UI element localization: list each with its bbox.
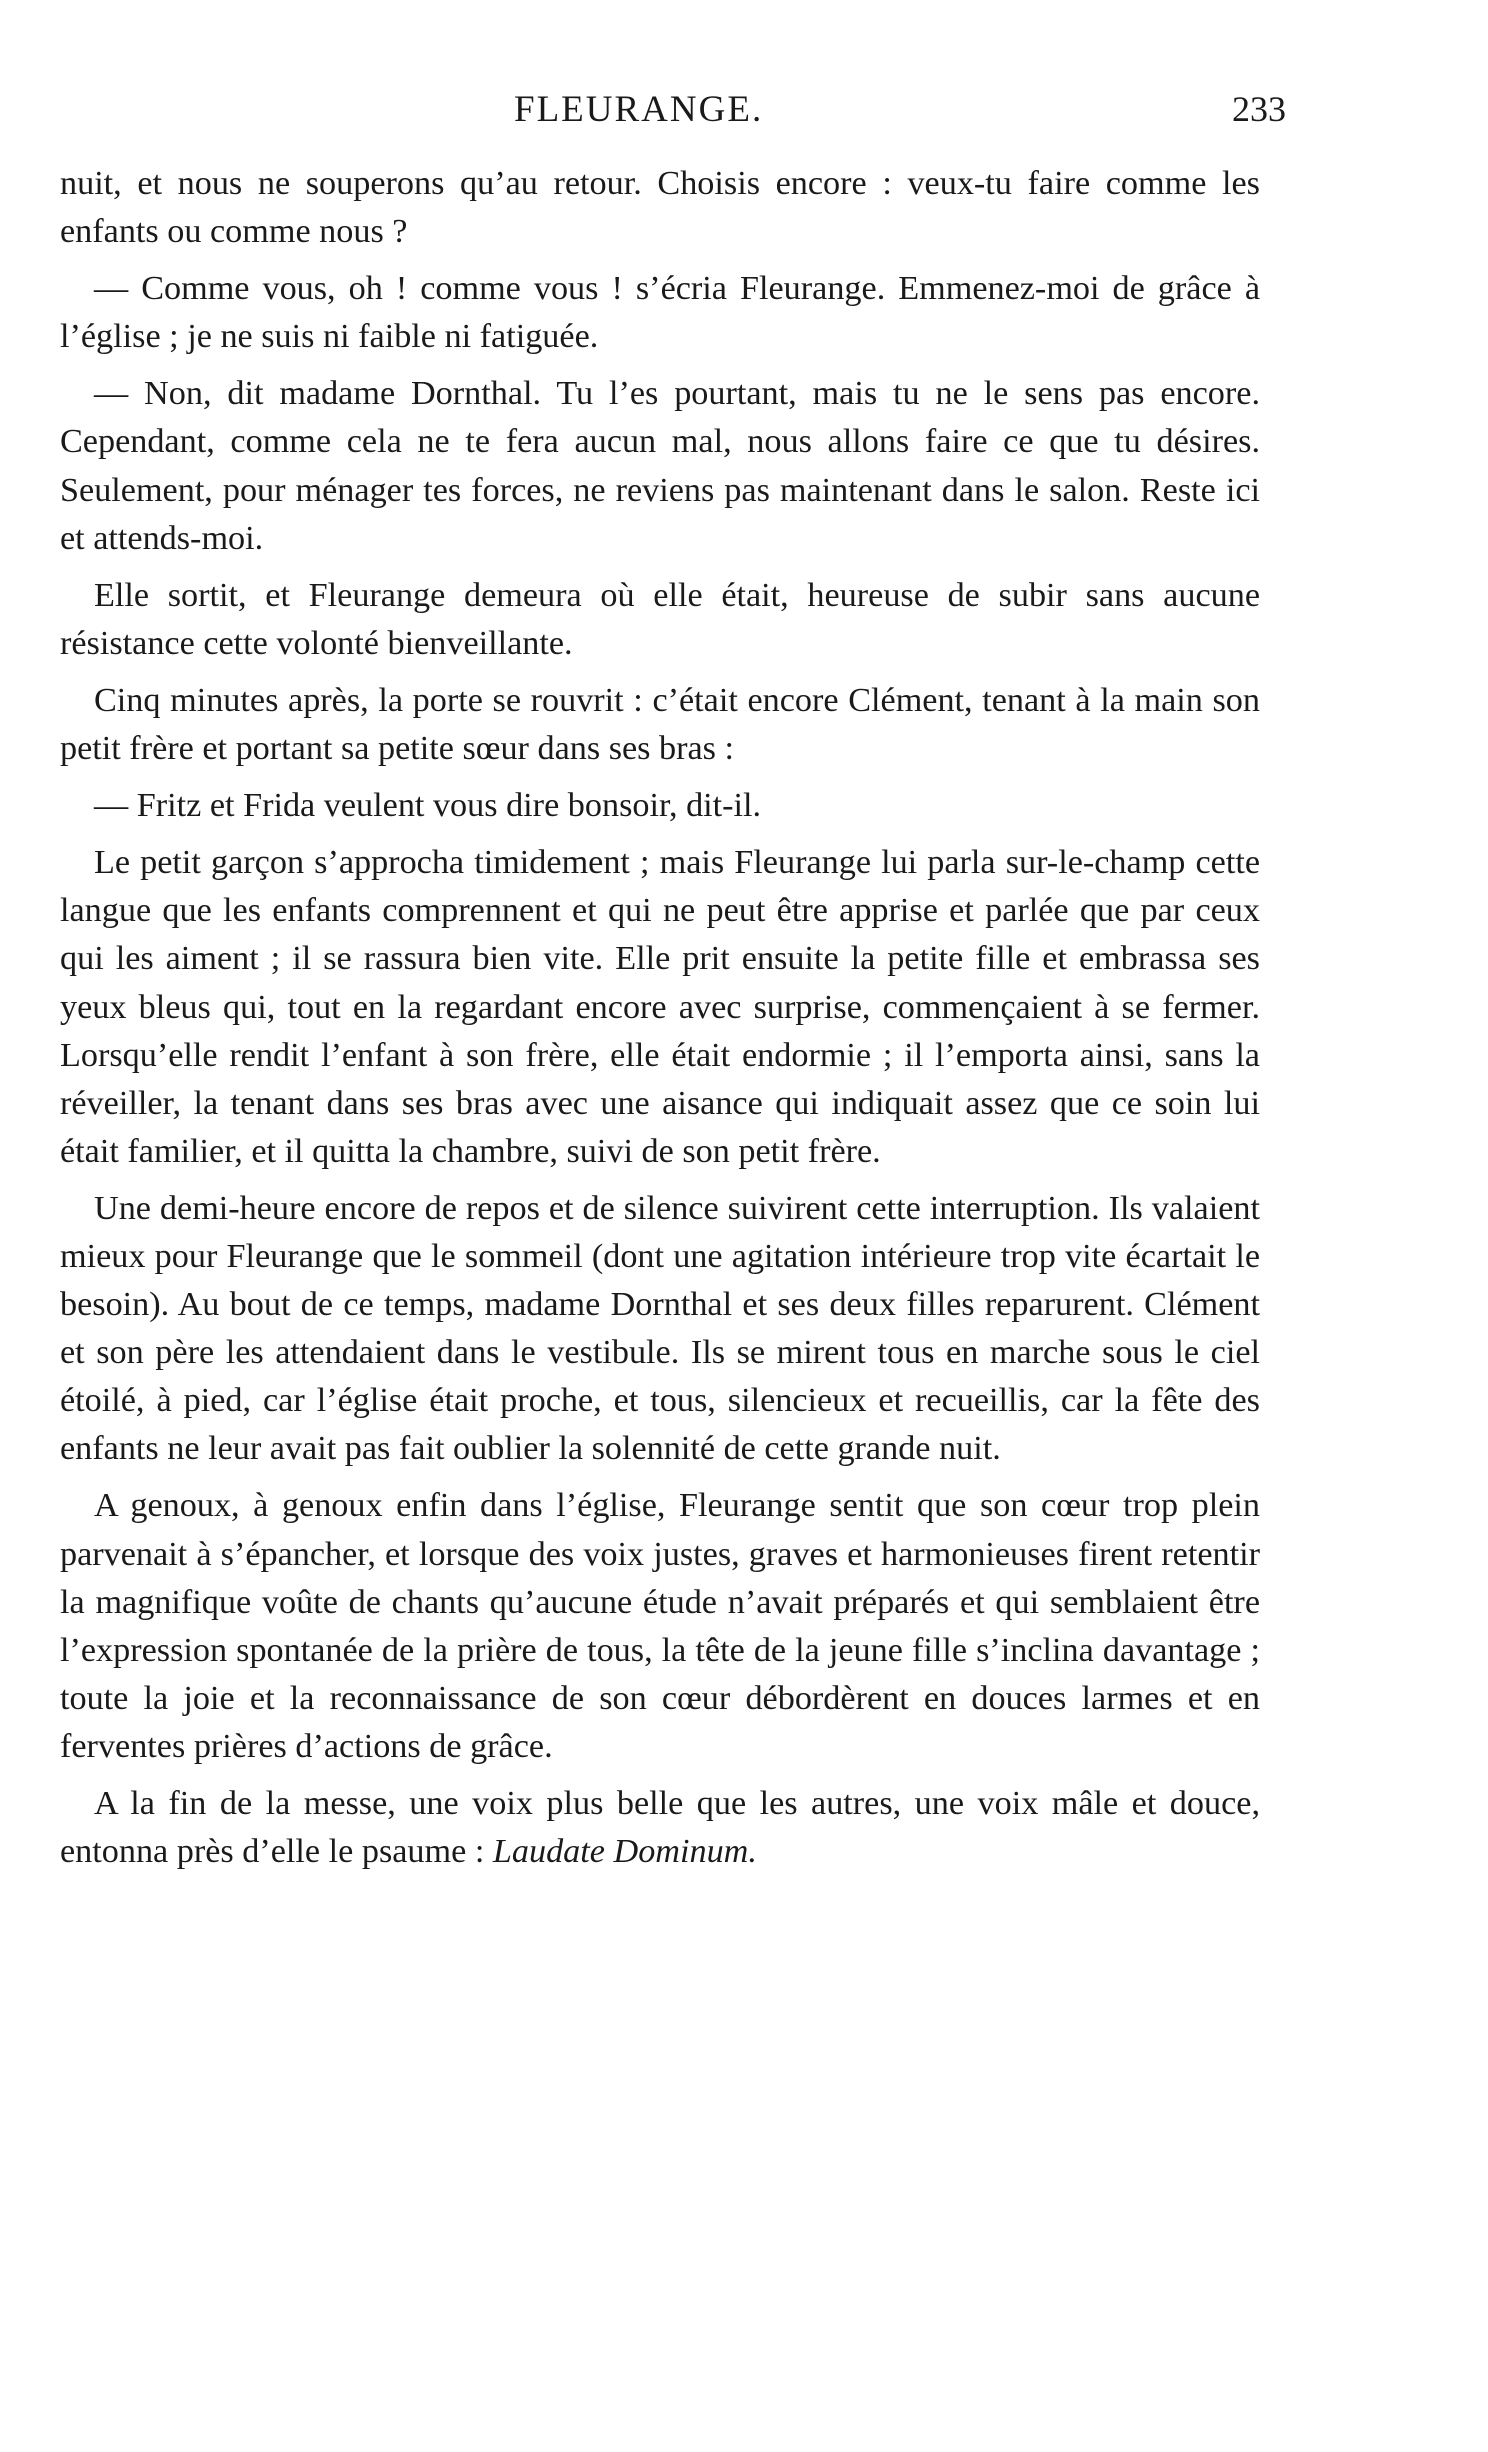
psalm-title: Laudate Dominum. <box>492 1833 757 1871</box>
paragraph-3: — Non, dit madame Dornthal. Tu l’es pourtant, mais tu ne le sens pas encore. Cependant, comme cela ne te fera aucun mal, nous allons faire ce que tu désires. Seulement, pour ménager tes forces, ne reviens pas maintenant dans le salon. Reste ici et attends-moi. <box>60 375 1260 557</box>
paragraph-1: nuit, et nous ne souperons qu’au retour. Choisis encore : veux-tu faire comme les enfants ou comme nous ? <box>60 165 1260 251</box>
paragraph-2: — Comme vous, oh ! comme vous ! s’écria Fleurange. Emmenez-moi de grâce à l’église ; je ne suis ni faible ni fatiguée. <box>60 270 1260 356</box>
paragraph-10 <box>60 1780 1260 1876</box>
paragraph-9: A genoux, à genoux enfin dans l’église, Fleurange sentit que son cœur trop plein parvenait à s’épancher, et lorsque des voix justes, graves et harmonieuses firent retentir la magnifique voûte de chants qu’aucune étude n’avait préparés et qui semblaient être l’expression spontanée de la prière de tous, la tête de la jeune fille s’inclina davantage ; toute la joie et la reconnaissance de son cœur débordèrent en douces larmes et en ferventes prières d’actions de grâce. <box>60 1487 1260 1765</box>
paragraph-6: — Fritz et Frida veulent vous dire bonsoir, dit-il. <box>94 787 762 825</box>
running-title: FLEURANGE. <box>514 89 764 130</box>
paragraph-4: Elle sortit, et Fleurange demeura où elle était, heureuse de subir sans aucune résistance cette volonté bienveillante. <box>60 576 1260 662</box>
paragraph-10-text: A la fin de la messe, une voix plus belle que les autres, une voix mâle et douce, entonna près d’elle le psaume : <box>60 1785 1260 1871</box>
paragraph-7: Le petit garçon s’approcha timidement ; mais Fleurange lui parla sur-le-champ cette langue que les enfants comprennent et qui ne peut être apprise et parlée que par ceux qui les aiment ; il se rassura bien vite. Elle prit ensuite la petite fille et embrassa ses yeux bleus qui, tout en la regardant encore avec surprise, commençaient à se fermer. Lorsqu’elle rendit l’enfant à son frère, elle était endormie ; il l’emporta ainsi, sans la réveiller, la tenant dans ses bras avec une aisance qui indiquait assez que ce soin lui était familier, et il quitta la chambre, suivi de son petit frère. <box>60 844 1260 1170</box>
running-head <box>60 88 1286 138</box>
paragraph-5: Cinq minutes après, la porte se rouvrit : c’était encore Clément, tenant à la main son petit frère et portant sa petite sœur dans ses bras : <box>60 681 1260 768</box>
paragraph-8: Une demi-heure encore de repos et de silence suivirent cette interruption. Ils valaient mieux pour Fleurange que le sommeil (dont une agitation intérieure trop vite écartait le besoin). Au bout de ce temps, madame Dornthal et ses deux filles reparurent. Clément et son père les attendaient dans le vestibule. Ils se mirent tous en marche sous le ciel étoilé, à pied, car l’église était proche, et tous, silencieux et recueillis, car la fête des enfants ne leur avait pas fait oublier la solennité de cette grande nuit. <box>60 1189 1260 1468</box>
page-number: 233 <box>1232 89 1286 129</box>
text-block <box>60 160 1260 1876</box>
